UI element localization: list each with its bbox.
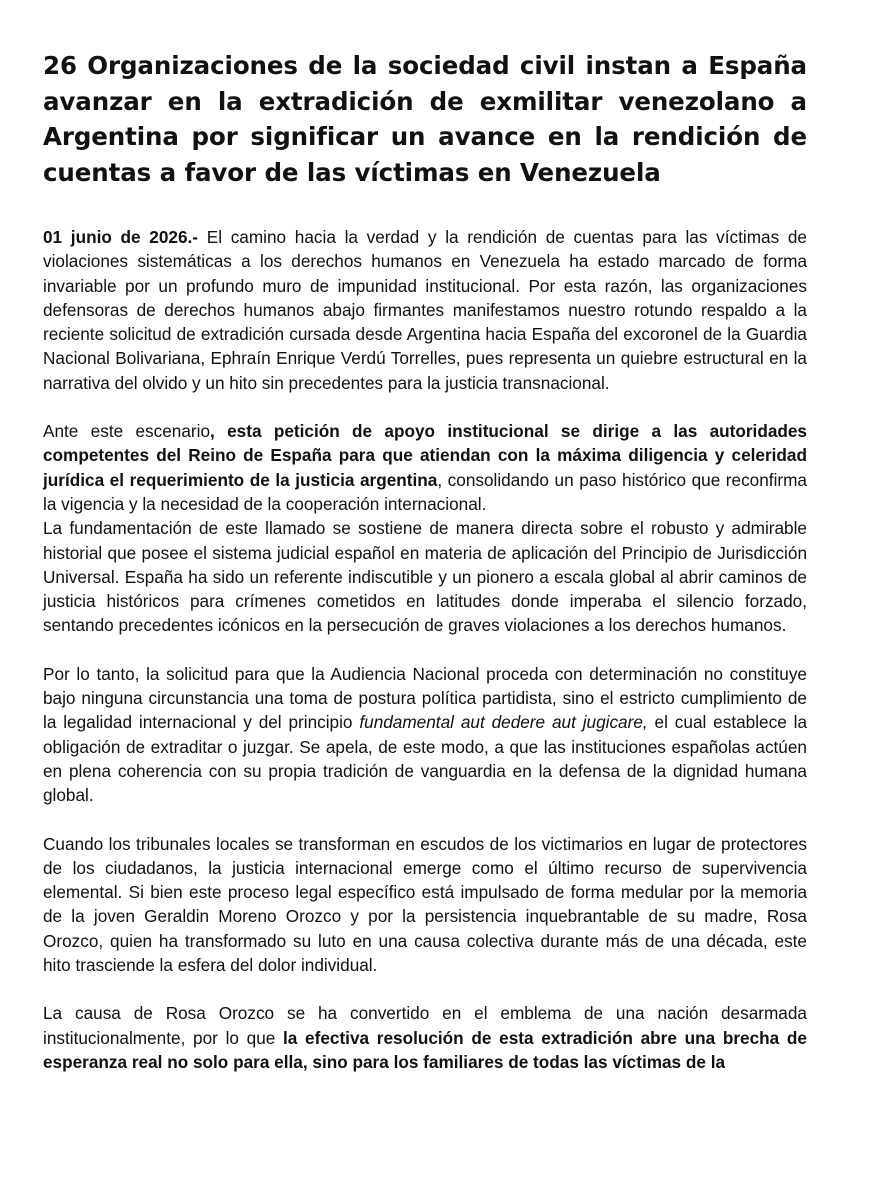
- paragraph-rosa-orozco: [43, 1001, 807, 1074]
- paragraph-petition-lead: Ante este escenario: [43, 421, 211, 442]
- document-page: [43, 48, 807, 1074]
- paragraph-legality-lead: Por lo tanto, la solicitud para que la Audiencia Nacional proceda con determinación no constituye bajo ninguna circunstancia una toma de postura política partidista, sino el estricto cumplimiento de la legalidad internacional y del principio: [43, 663, 807, 733]
- paragraph-intro: [43, 225, 807, 395]
- paragraph-rosa-orozco-lead: La causa de Rosa Orozco se ha convertido en el emblema de una nación desarmada institucionalmente, por lo que: [43, 1003, 807, 1048]
- paragraph-intro-text: El camino hacia la verdad y la rendición de cuentas para las víctimas de violaciones sistemáticas a los derechos humanos en Venezuela ha estado marcado de forma invariable por un profundo muro de impunidad institucional. Por esta razón, las organizaciones defensoras de derechos humanos abajo firmantes manifestamos nuestro rotundo respaldo a la reciente solicitud de extradición cursada desde Argentina hacia España del excoronel de la Guardia Nacional Bolivariana, Ephraín Enrique Verdú Torrelles, pues representa un quiebre estructural en la narrativa del olvido y un hito sin precedentes para la justicia transnacional.: [43, 227, 807, 393]
- paragraph-legality: [43, 662, 807, 808]
- paragraph-petition: [43, 419, 807, 516]
- paragraph-legality-italic: fundamental aut dedere aut jugicare,: [359, 712, 648, 733]
- paragraph-rosa-orozco-bold: la efectiva resolución de esta extradición abre una brecha de esperanza real no solo para ella, sino para los familiares de todas las víctimas de la: [43, 1027, 807, 1072]
- paragraph-petition-tail: , consolidando un paso histórico que reconfirma la vigencia y la necesidad de la cooperación internacional.: [43, 469, 807, 514]
- paragraph-foundation: La fundamentación de este llamado se sostiene de manera directa sobre el robusto y admirable historial que posee el sistema judicial español en materia de aplicación del Principio de Jurisdicción Universal. España ha sido un referente indiscutible y un pionero a escala global al abrir caminos de justicia históricos para crímenes cometidos en latitudes donde imperaba el silencio forzado, sentando precedentes icónicos en la persecución de graves violaciones a los derechos humanos.: [43, 518, 807, 636]
- paragraph-petition-bold: , esta petición de apoyo institucional se dirige a las autoridades competentes del Reino de España para que atiendan con la máxima diligencia y celeridad jurídica el requerimiento de la justicia argentina: [43, 421, 807, 490]
- paragraph-tribunals: Cuando los tribunales locales se transforman en escudos de los victimarios en lugar de protectores de los ciudadanos, la justicia internacional emerge como el último recurso de supervivencia elemental. Si bien este proceso legal específico está impulsado de forma medular por la memoria de la joven Geraldin Moreno Orozco y por la persistencia inquebrantable de su madre, Rosa Orozco, quien ha transformado su luto en una causa colectiva durante más de una década, este hito trasciende la esfera del dolor individual.: [43, 833, 807, 976]
- document-title: 26 Organizaciones de la sociedad civil instan a España avanzar en la extradición de exmilitar venezolano a Argentina por significar un avance en la rendición de cuentas a favor de las víctimas en Venezuela: [43, 51, 807, 187]
- publication-date: 01 junio de 2026.-: [43, 227, 199, 247]
- paragraph-legality-tail: el cual establece la obligación de extraditar o juzgar. Se apela, de este modo, a que las instituciones españolas actúen en plena coherencia con su propia tradición de vanguardia en la defensa de la dignidad humana global.: [43, 712, 807, 806]
